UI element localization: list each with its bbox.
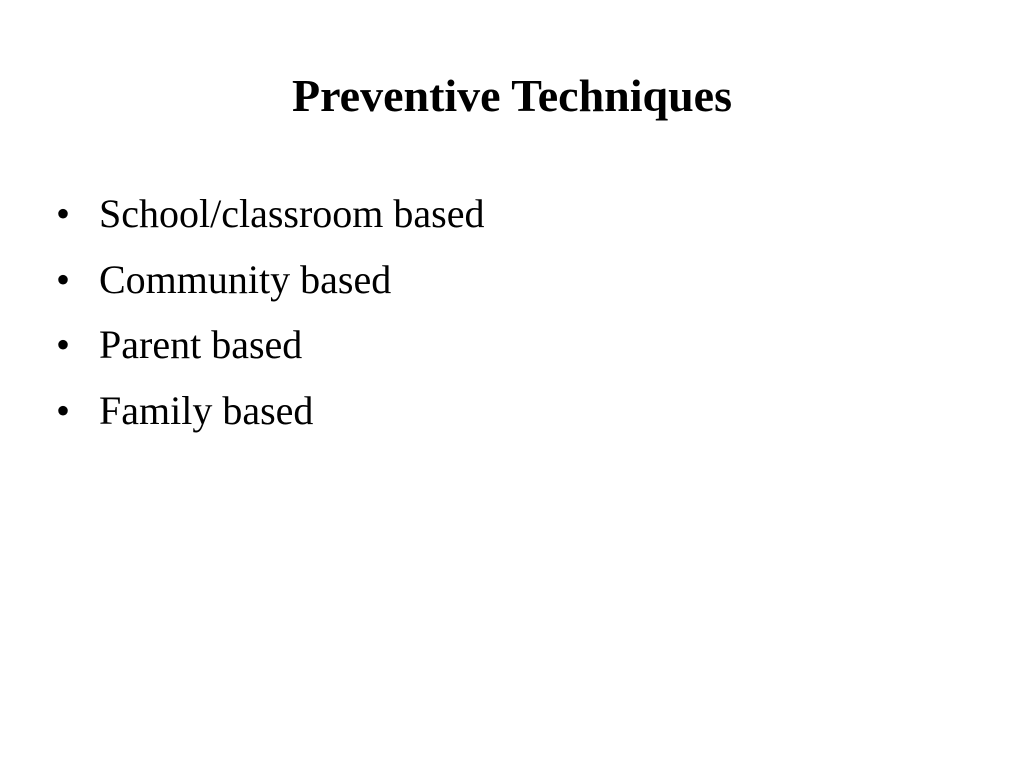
bullet-label: School/classroom based [99,191,485,236]
bullet-list [56,181,485,443]
list-item [56,378,485,444]
bullet-icon: • [56,322,71,367]
bullet-label: Community based [99,256,392,302]
bullet-icon: • [56,387,71,433]
list-item [56,181,485,247]
bullet-icon: • [56,191,71,236]
list-item [56,247,485,313]
list-item [56,312,485,378]
bullet-label: Family based [99,387,314,433]
slide-title: Preventive Techniques [291,70,732,121]
bullet-icon: • [56,256,71,302]
bullet-label: Parent based [99,322,303,367]
